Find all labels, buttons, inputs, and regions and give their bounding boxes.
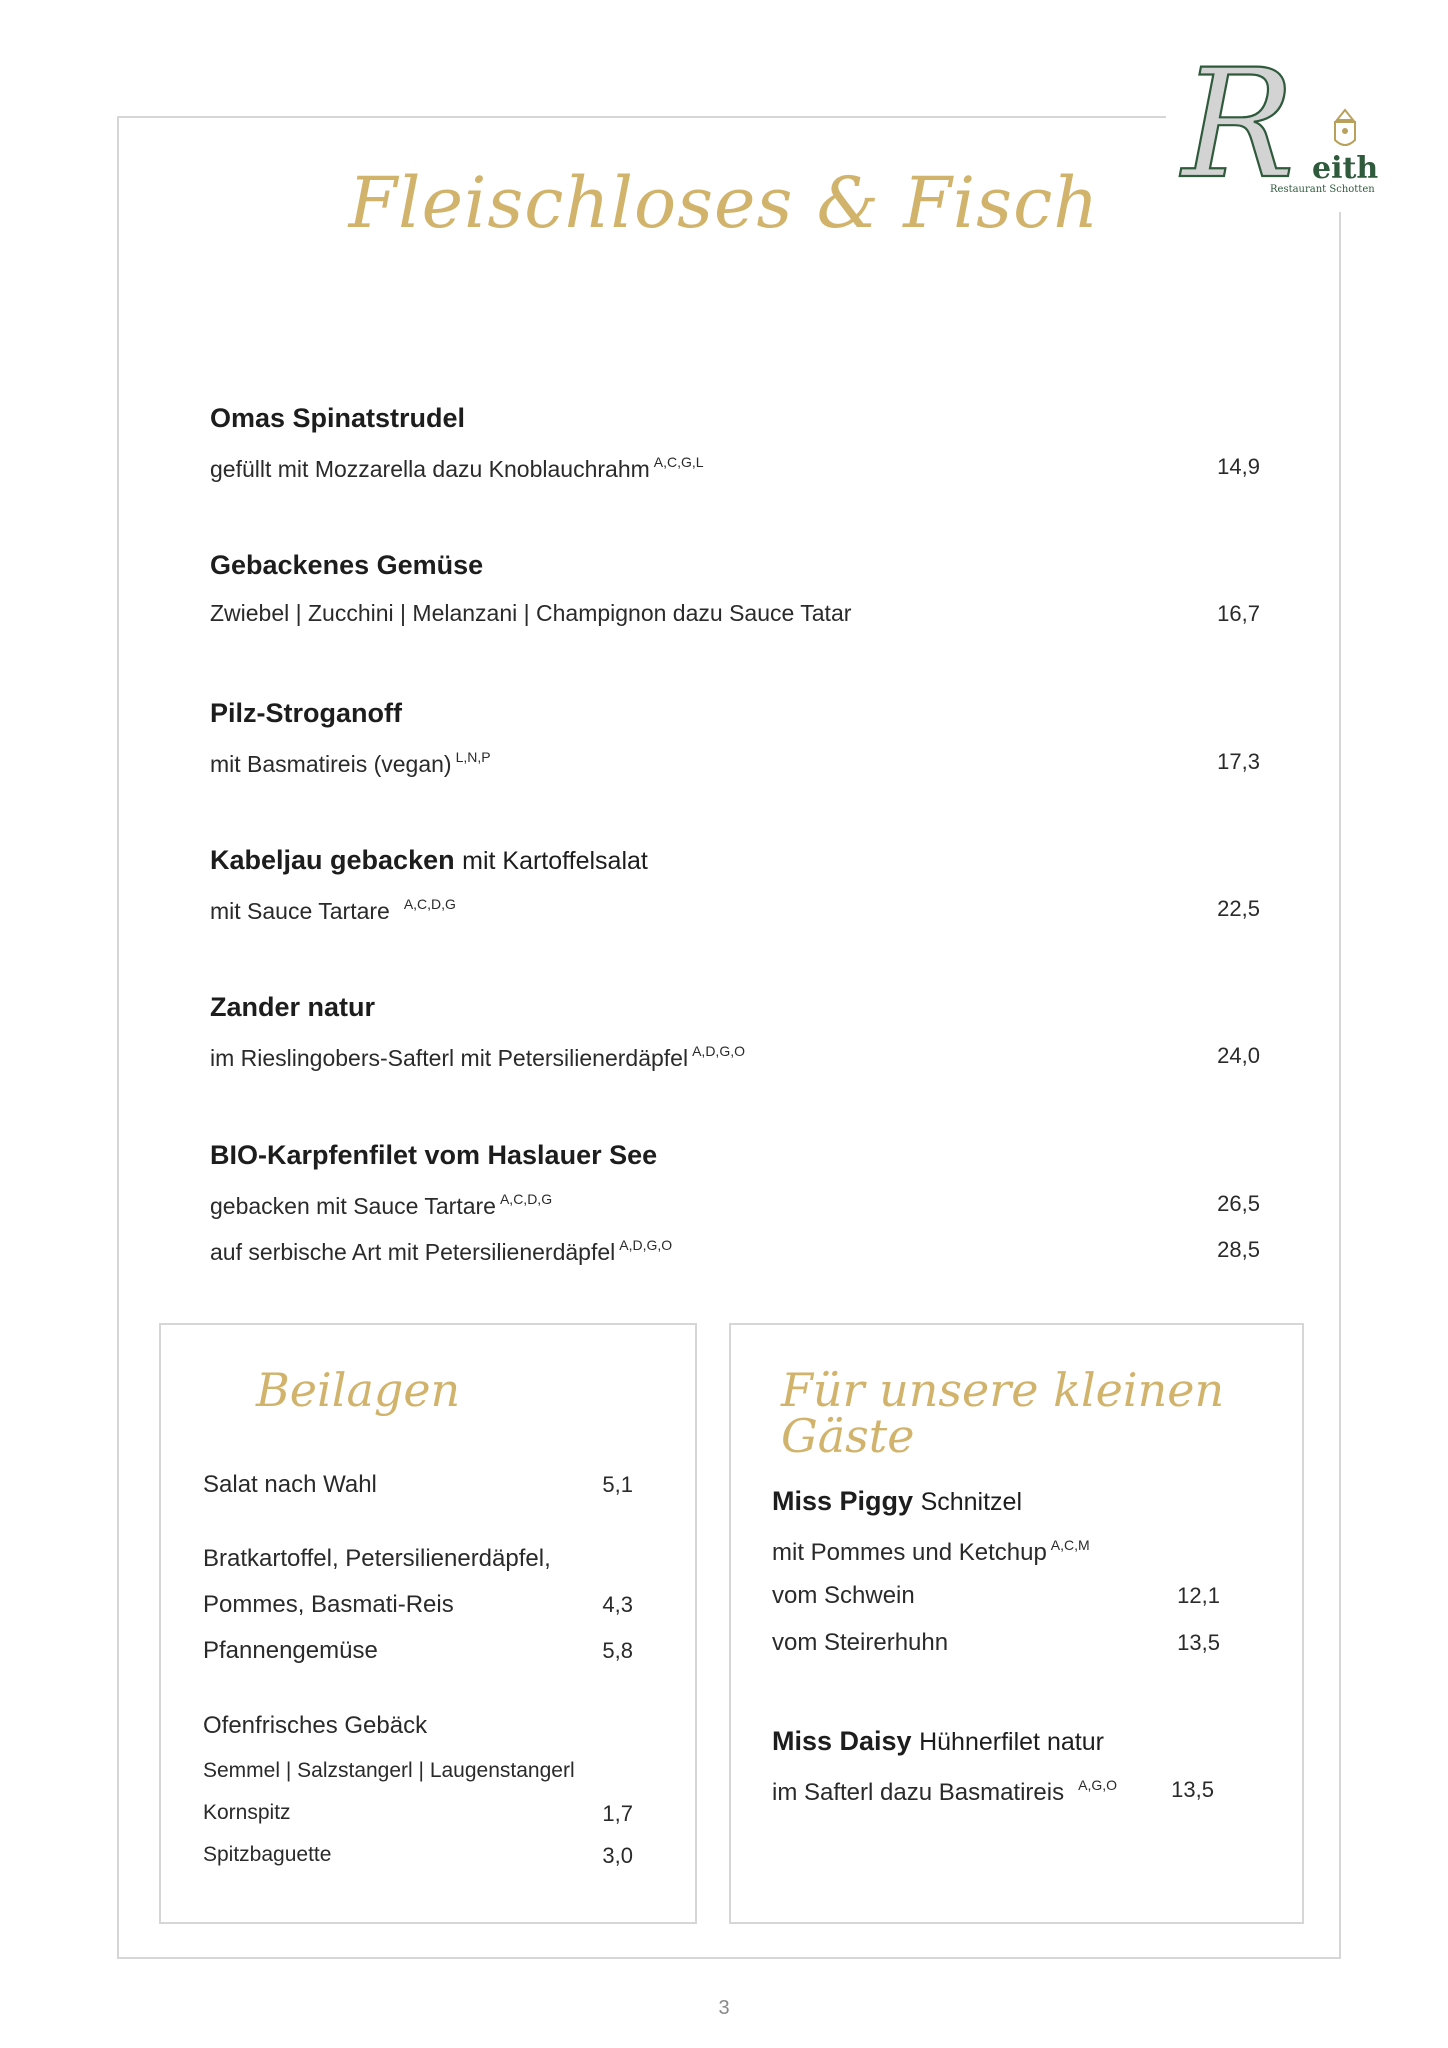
allergen-codes: L,N,P — [455, 749, 491, 765]
kids-option-price: 12,1 — [1177, 1583, 1220, 1608]
side-item-price: 5,8 — [602, 1638, 633, 1663]
item-description: auf serbische Art mit Petersilienerdäpfel $^{A,D,G,O}$ — [210, 1237, 673, 1265]
item-price: 17,3 — [1217, 749, 1260, 774]
item-price: 22,5 — [1217, 896, 1260, 921]
item-description: gefüllt mit Mozzarella dazu Knoblauchrahm $^{A,C,G,L}$ — [210, 454, 704, 482]
item-name-suffix: mit Kartoffelsalat — [462, 847, 648, 875]
allergen-codes: A,G,O — [1078, 1777, 1118, 1793]
side-item-label: Spitzbaguette — [203, 1843, 332, 1866]
kids-item-name: Miss Daisy Hühnerfilet natur — [772, 1726, 1104, 1756]
logo-letter: R — [1182, 54, 1295, 204]
item-name: BIO-Karpfenfilet vom Haslauer See — [210, 1140, 658, 1170]
kids-item-price: 13,5 — [1171, 1777, 1214, 1802]
side-item-label: Salat nach Wahl — [203, 1471, 377, 1498]
side-item-price: 3,0 — [602, 1843, 633, 1868]
allergen-codes: A,D,G,O — [692, 1043, 745, 1059]
kids-option-label: vom Steirerhuhn — [772, 1629, 949, 1656]
beilagen-box — [159, 1323, 697, 1924]
beilagen-title: Beilagen — [256, 1363, 461, 1417]
kids-menu-box — [729, 1323, 1304, 1924]
logo-text: eith — [1312, 151, 1379, 186]
item-price: 14,9 — [1217, 454, 1260, 479]
item-description: gebacken mit Sauce Tartare $^{A,C,D,G}$ — [210, 1191, 553, 1219]
kids-item-name-suffix: Hühnerfilet natur — [919, 1728, 1104, 1756]
item-price: 24,0 — [1217, 1043, 1260, 1068]
side-item-label: Kornspitz — [203, 1801, 291, 1824]
page-number: 3 — [718, 1997, 730, 2019]
allergen-codes: A,C,D,G — [499, 1191, 553, 1207]
kids-item-description: mit Pommes und Ketchup $^{A,C,M}$ — [772, 1537, 1090, 1566]
item-name: Kabeljau gebacken mit Kartoffelsalat — [210, 845, 648, 875]
logo-subtitle: Restaurant Schotten — [1270, 184, 1375, 195]
item-price: 26,5 — [1217, 1191, 1260, 1216]
side-item-price: 4,3 — [602, 1592, 633, 1617]
bakery-description: Semmel | Salzstangerl | Laugenstangerl — [203, 1759, 575, 1782]
allergen-codes: A,C,G,L — [653, 454, 704, 470]
side-item-label: Pommes, Basmati-Reis — [203, 1591, 454, 1618]
kids-option-label: vom Schwein — [772, 1582, 915, 1609]
kids-option-price: 13,5 — [1177, 1630, 1220, 1655]
kids-item-name-suffix: Schnitzel — [920, 1488, 1023, 1516]
item-price: 28,5 — [1217, 1237, 1260, 1262]
allergen-codes: A,C,M — [1050, 1537, 1090, 1553]
item-name: Omas Spinatstrudel — [210, 403, 466, 433]
item-name: Gebackenes Gemüse — [210, 550, 484, 580]
item-name: Pilz-Stroganoff — [210, 698, 402, 728]
item-description: mit Sauce Tartare $^{A,C,D,G}$ — [210, 896, 456, 924]
side-item-label: Pfannengemüse — [203, 1637, 378, 1664]
item-price: 16,7 — [1217, 601, 1260, 626]
kids-menu-title: Für unsere kleinen Gäste — [781, 1363, 1225, 1463]
item-name: Zander natur — [210, 992, 376, 1022]
allergen-codes: A,D,G,O — [619, 1237, 673, 1253]
page-title: Fleischloses & Fisch — [348, 162, 1100, 244]
side-item-price: 1,7 — [602, 1801, 633, 1826]
item-description: im Rieslingobers-Safterl mit Petersilienerdäpfel $^{A,D,G,O}$ — [210, 1043, 745, 1071]
item-description: Zwiebel | Zucchini | Melanzani | Champignon dazu Sauce Tatar — [210, 600, 852, 626]
bakery-title: Ofenfrisches Gebäck — [203, 1712, 428, 1739]
side-item-price: 5,1 — [602, 1472, 633, 1497]
kids-item-name: Miss Piggy Schnitzel — [772, 1486, 1023, 1516]
allergen-codes: A,C,D,G — [403, 896, 456, 912]
item-description: mit Basmatireis (vegan) $^{L,N,P}$ — [210, 749, 491, 777]
side-item-label: Bratkartoffel, Petersilienerdäpfel, — [203, 1545, 551, 1572]
crest-icon — [1335, 110, 1355, 145]
kids-item-description: im Safterl dazu Basmatireis $^{A,G,O}$ — [772, 1777, 1118, 1806]
